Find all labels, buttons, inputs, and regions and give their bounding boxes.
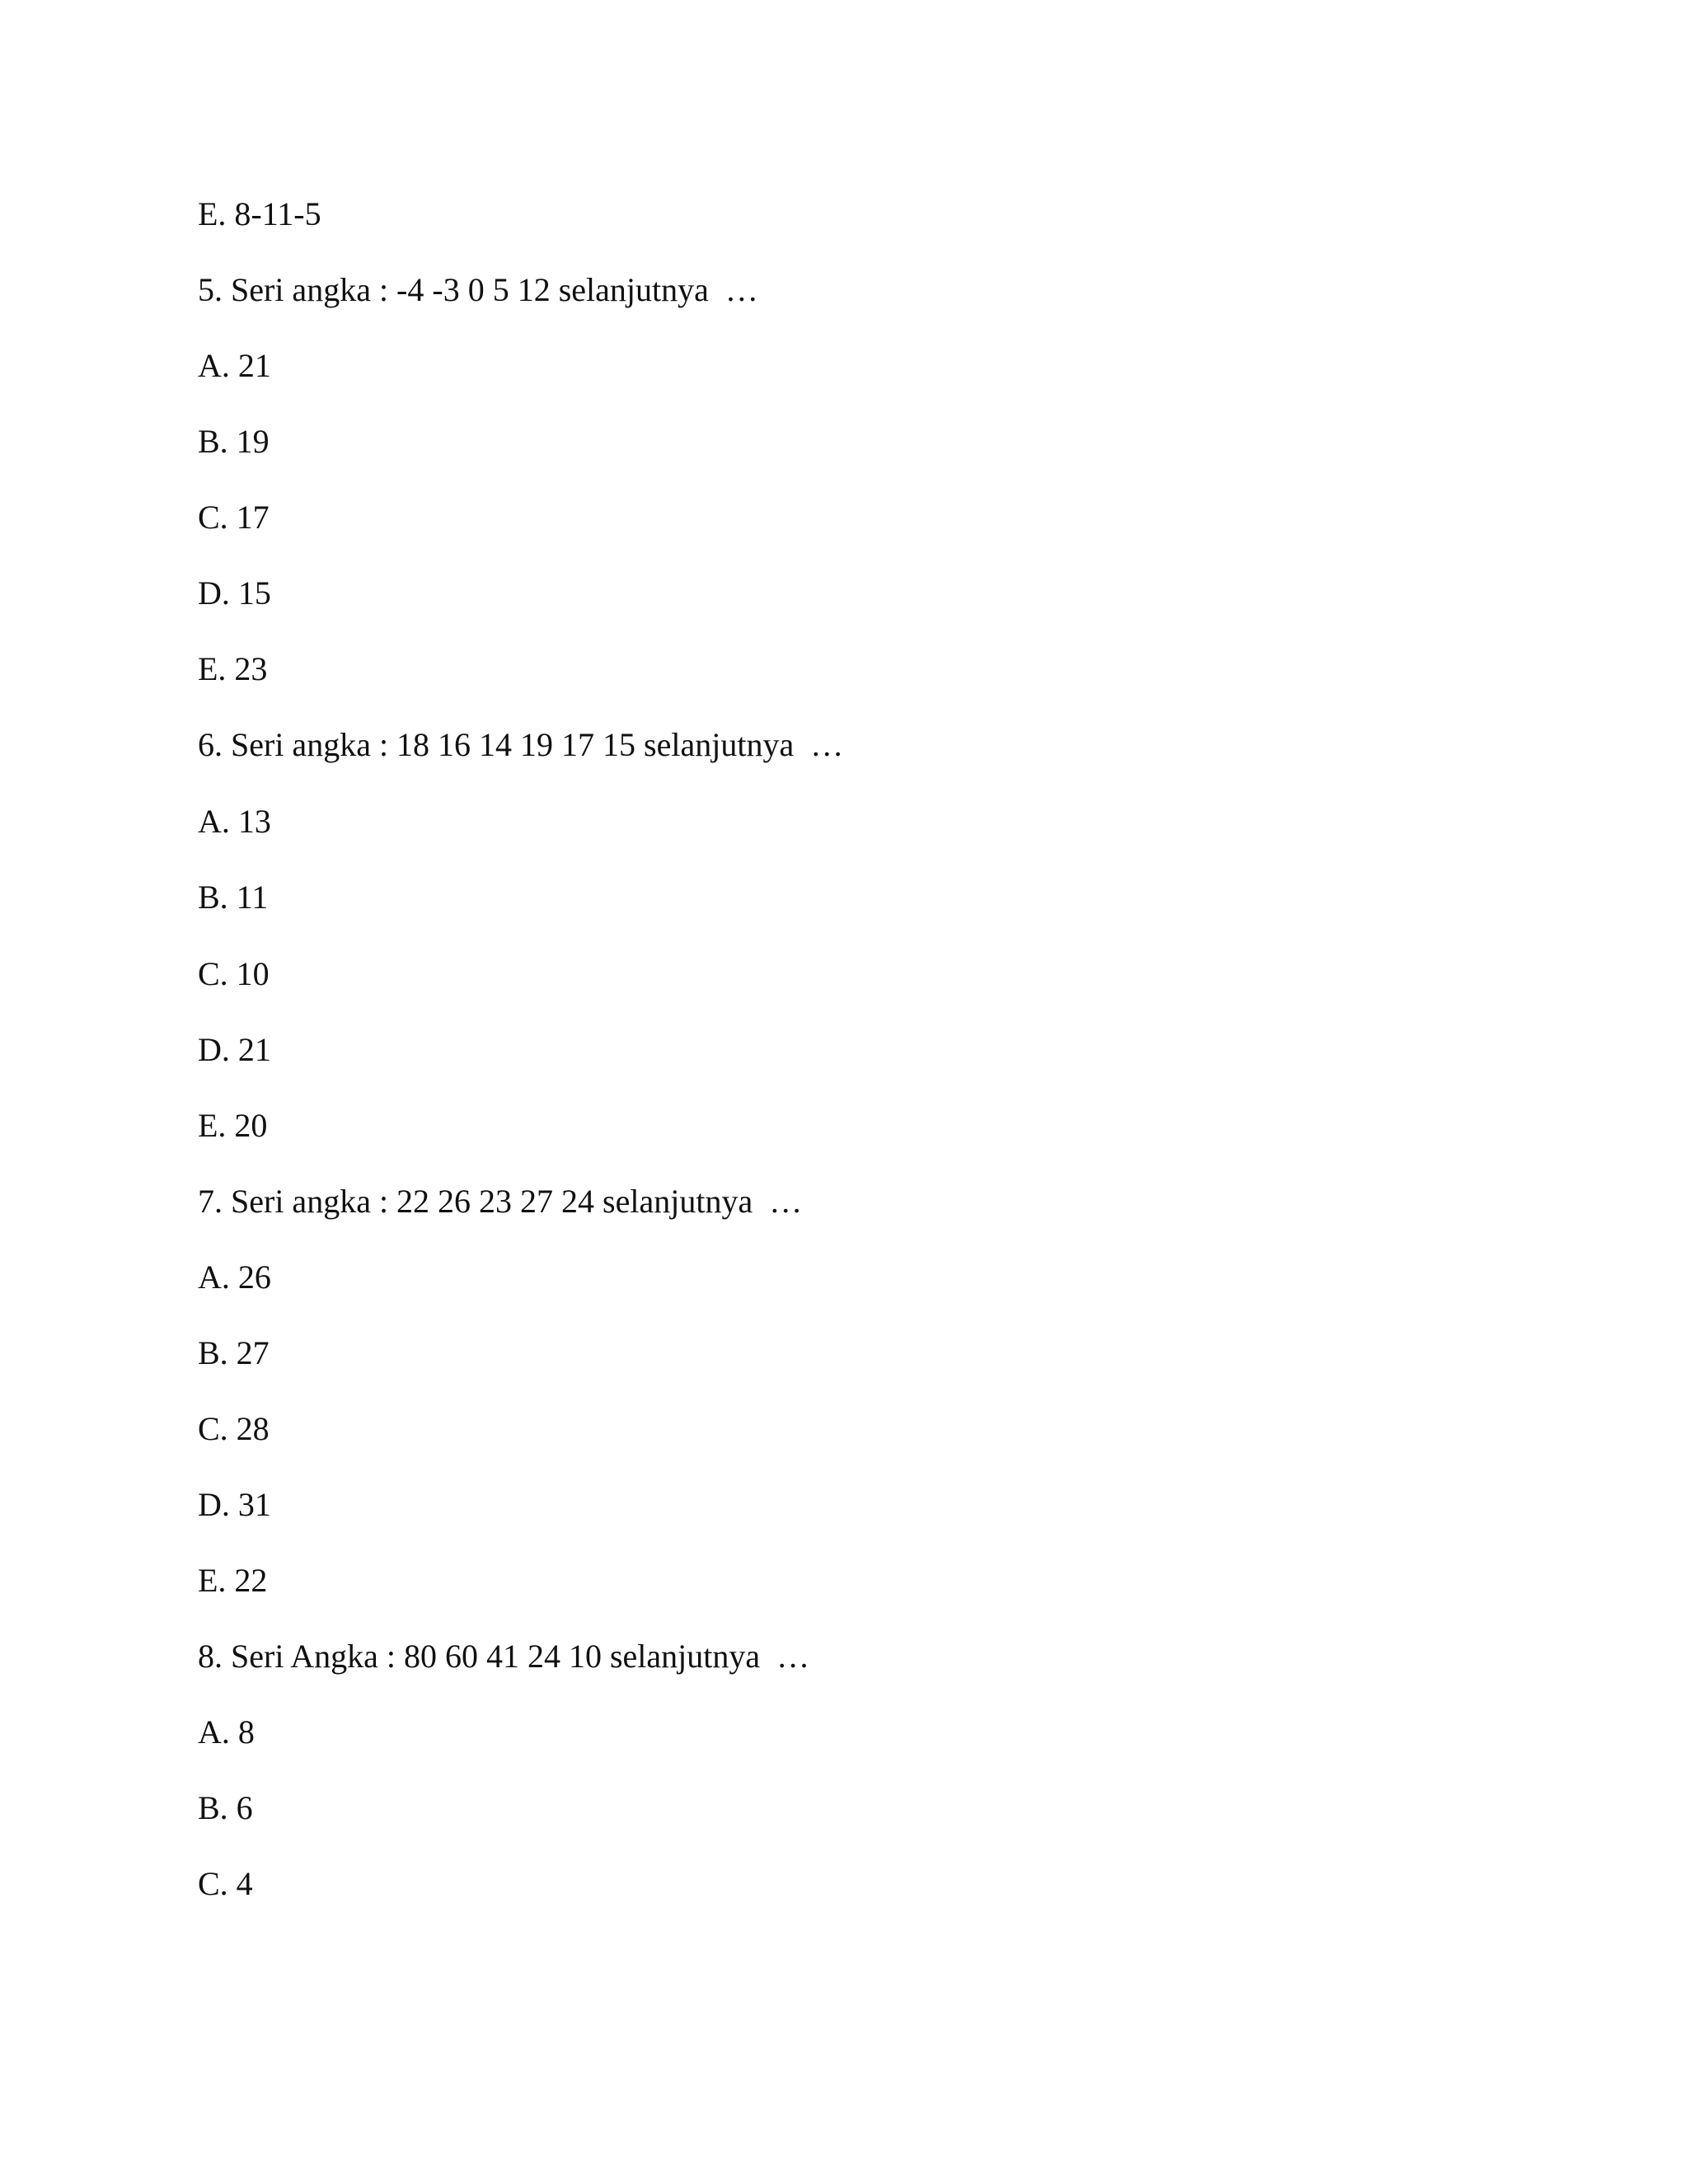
option-b-q5: B. 19 [198,423,270,460]
option-e-q5: E. 23 [198,650,268,687]
question-6: 6. Seri angka : 18 16 14 19 17 15 selanjutnya … [198,726,844,763]
option-a-q5: A. 21 [198,347,271,384]
option-a-q6: A. 13 [198,803,271,840]
option-d-q5: D. 15 [198,574,271,612]
question-7: 7. Seri angka : 22 26 23 27 24 selanjutnya … [198,1183,803,1220]
option-e-q4: E. 8-11-5 [198,195,321,232]
option-c-q8: C. 4 [198,1865,253,1902]
option-d-q7: D. 31 [198,1486,271,1523]
option-d-q6: D. 21 [198,1031,271,1068]
option-e-q6: E. 20 [198,1107,268,1144]
option-a-q8: A. 8 [198,1713,255,1750]
option-e-q7: E. 22 [198,1562,268,1599]
option-c-q6: C. 10 [198,955,270,992]
option-c-q7: C. 28 [198,1410,270,1447]
option-b-q8: B. 6 [198,1789,253,1826]
option-b-q7: B. 27 [198,1334,270,1371]
question-5: 5. Seri angka : -4 -3 0 5 12 selanjutnya … [198,271,758,308]
option-b-q6: B. 11 [198,879,269,916]
question-8: 8. Seri Angka : 80 60 41 24 10 selanjutnya … [198,1638,810,1675]
option-a-q7: A. 26 [198,1258,271,1296]
option-c-q5: C. 17 [198,499,270,536]
